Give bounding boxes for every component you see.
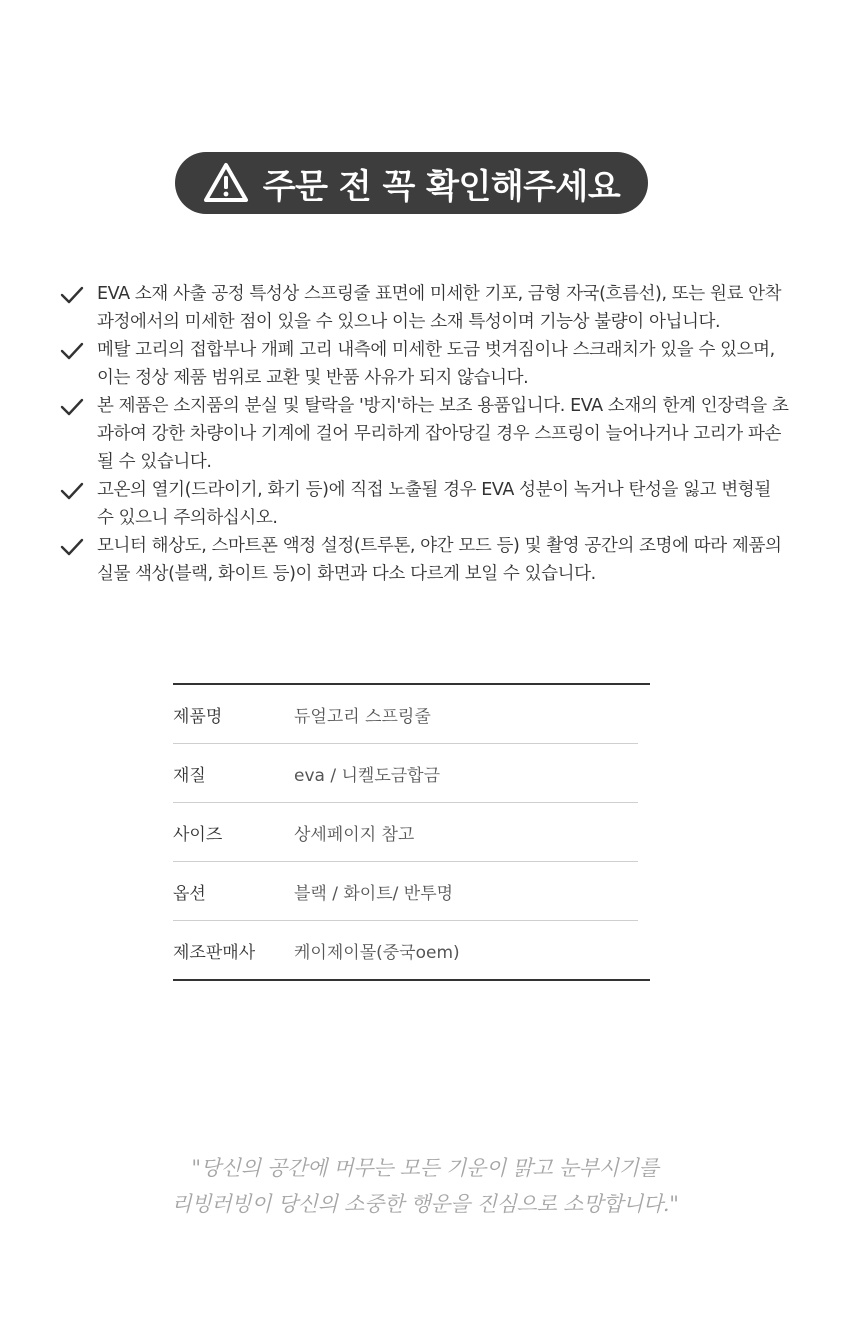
check-icon bbox=[60, 398, 84, 416]
caution-text: 고온의 열기(드라이기, 화기 등)에 직접 노출될 경우 EVA 성분이 녹거나 탄성을 잃고 변형될 수 있으니 주의하십시오. bbox=[97, 480, 771, 528]
caution-item bbox=[60, 532, 790, 588]
table-row bbox=[173, 744, 638, 803]
spec-label: 제조판매사 bbox=[173, 942, 256, 963]
notice-banner bbox=[175, 152, 648, 214]
spec-value: 듀얼고리 스프링줄 bbox=[294, 706, 431, 727]
table-row bbox=[173, 685, 638, 744]
check-icon bbox=[60, 286, 84, 304]
caution-item bbox=[60, 336, 790, 392]
caution-text: EVA 소재 사출 공정 특성상 스프링줄 표면에 미세한 기포, 금형 자국(흐름선), 또는 원료 안착 과정에서의 미세한 점이 있을 수 있으나 이는 소재 특성이며 기능상 불량이 아닙니다. bbox=[97, 284, 782, 332]
table-row bbox=[173, 862, 638, 921]
spec-label: 사이즈 bbox=[173, 824, 223, 845]
spec-value: 상세페이지 참고 bbox=[294, 824, 415, 845]
spec-value: eva / 니켈도금합금 bbox=[294, 765, 441, 786]
spec-table bbox=[173, 683, 650, 981]
table-bottom-divider bbox=[173, 979, 650, 981]
check-icon bbox=[60, 342, 84, 360]
spec-label: 제품명 bbox=[173, 706, 223, 727]
check-icon bbox=[60, 538, 84, 556]
spec-value: 블랙 / 화이트/ 반투명 bbox=[294, 883, 454, 904]
notice-title: 주문 전 꼭 확인해주세요 bbox=[262, 166, 621, 207]
closing-message bbox=[0, 1150, 850, 1222]
caution-item bbox=[60, 476, 790, 532]
closing-line-2: 리빙러빙이 당신의 소중한 행운을 진심으로 소망합니다." bbox=[171, 1192, 679, 1216]
caution-text: 메탈 고리의 접합부나 개폐 고리 내측에 미세한 도금 벗겨짐이나 스크래치가 있을 수 있으며, 이는 정상 제품 범위로 교환 및 반품 사유가 되지 않습니다. bbox=[97, 340, 775, 388]
caution-item bbox=[60, 280, 790, 336]
spec-label: 재질 bbox=[173, 765, 206, 786]
spec-label: 옵션 bbox=[173, 883, 206, 904]
caution-list bbox=[60, 280, 790, 588]
warning-triangle-icon bbox=[203, 162, 249, 204]
table-row bbox=[173, 803, 638, 862]
check-icon bbox=[60, 482, 84, 500]
spec-value: 케이제이몰(중국oem) bbox=[294, 942, 460, 963]
caution-item bbox=[60, 392, 790, 476]
closing-line-1: "당신의 공간에 머무는 모든 기운이 맑고 눈부시기를 bbox=[191, 1156, 659, 1180]
table-row bbox=[173, 921, 638, 979]
caution-text: 모니터 해상도, 스마트폰 액정 설정(트루톤, 야간 모드 등) 및 촬영 공간의 조명에 따라 제품의 실물 색상(블랙, 화이트 등)이 화면과 다소 다르게 보일 수 있습니다. bbox=[97, 536, 782, 584]
caution-text: 본 제품은 소지품의 분실 및 탈락을 '방지'하는 보조 용품입니다. EVA 소재의 한계 인장력을 초과하여 강한 차량이나 기계에 걸어 무리하게 잡아당길 경우 스프링이 늘어나거나 고리가 파손될 수 있습니다. bbox=[97, 396, 789, 472]
